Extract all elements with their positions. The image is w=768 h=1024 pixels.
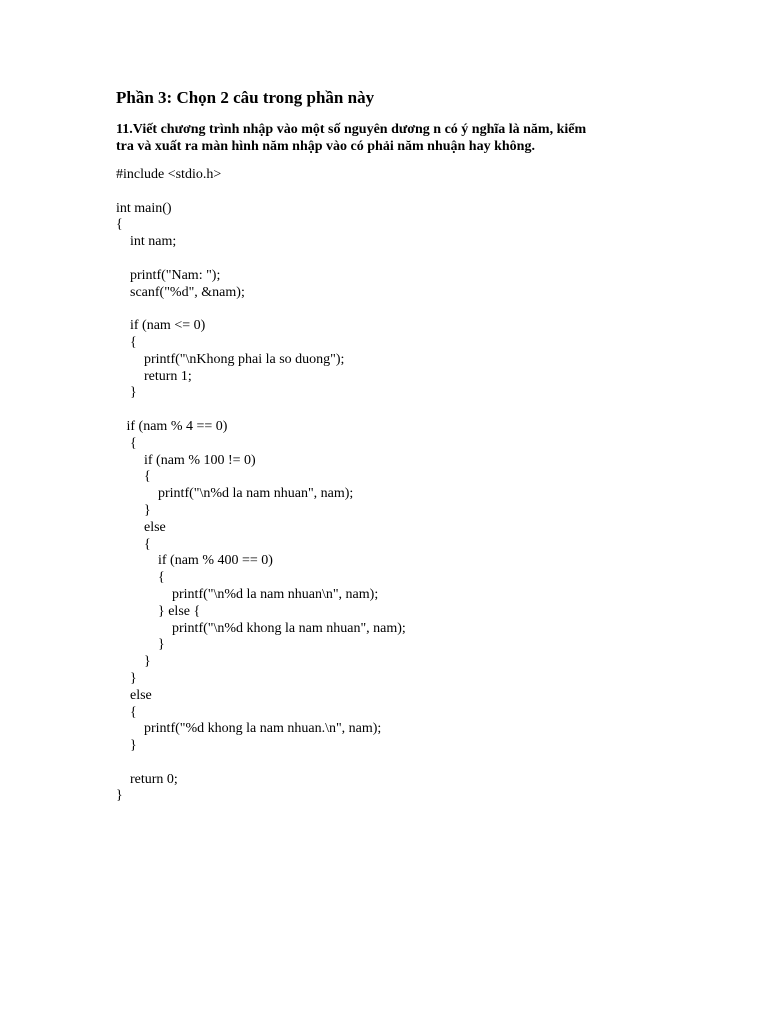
code-line: printf("%d khong la nam nhuan.\n", nam);	[116, 721, 382, 737]
code-line: return 1;	[116, 368, 192, 384]
code-line: {	[116, 334, 137, 350]
code-line: }	[116, 738, 137, 754]
code-line: if (nam <= 0)	[116, 318, 206, 334]
document-page	[116, 86, 676, 805]
code-line: #include <stdio.h>	[116, 167, 222, 182]
code-line	[116, 402, 676, 419]
code-line: {	[116, 536, 151, 552]
code-line: {	[116, 704, 137, 720]
code-line: if (nam % 100 != 0)	[116, 452, 256, 468]
code-line: int main()	[116, 200, 172, 216]
code-line: if (nam % 400 == 0)	[116, 553, 273, 569]
code-line: {	[116, 435, 137, 451]
code-line: printf("\n%d la nam nhuan\n", nam);	[116, 586, 379, 602]
code-line: if (nam % 4 == 0)	[116, 418, 228, 434]
code-line: }	[116, 502, 151, 518]
code-line: }	[116, 670, 137, 686]
code-line: printf("\n%d la nam nhuan", nam);	[116, 486, 354, 502]
code-line: scanf("%d", &nam);	[116, 284, 245, 300]
section-heading: Phần 3: Chọn 2 câu trong phần này	[116, 88, 375, 107]
code-line: {	[116, 469, 151, 485]
code-line	[116, 251, 676, 268]
code-line: printf("\nKhong phai la so duong");	[116, 351, 345, 367]
code-line	[116, 301, 676, 318]
code-line: else	[116, 687, 152, 703]
code-line: printf("Nam: ");	[116, 267, 221, 283]
code-line: int nam;	[116, 234, 177, 250]
code-line: }	[116, 385, 137, 401]
code-line: } else {	[116, 603, 201, 619]
code-line	[116, 755, 676, 772]
code-line	[116, 184, 676, 201]
code-block	[116, 167, 676, 805]
code-line: }	[116, 637, 165, 653]
code-line: }	[116, 788, 123, 804]
code-line: printf("\n%d khong la nam nhuan", nam);	[116, 620, 406, 636]
code-line: }	[116, 654, 151, 670]
question-text: 11.Viết chương trình nhập vào một số nguyên dương n có ý nghĩa là năm, kiểm tra và xuất ra màn hình năm nhập vào có phải năm nhuận hay không.	[116, 122, 587, 154]
code-line: else	[116, 519, 166, 535]
code-line: {	[116, 217, 123, 233]
code-line: {	[116, 570, 165, 586]
code-line: return 0;	[116, 771, 178, 787]
